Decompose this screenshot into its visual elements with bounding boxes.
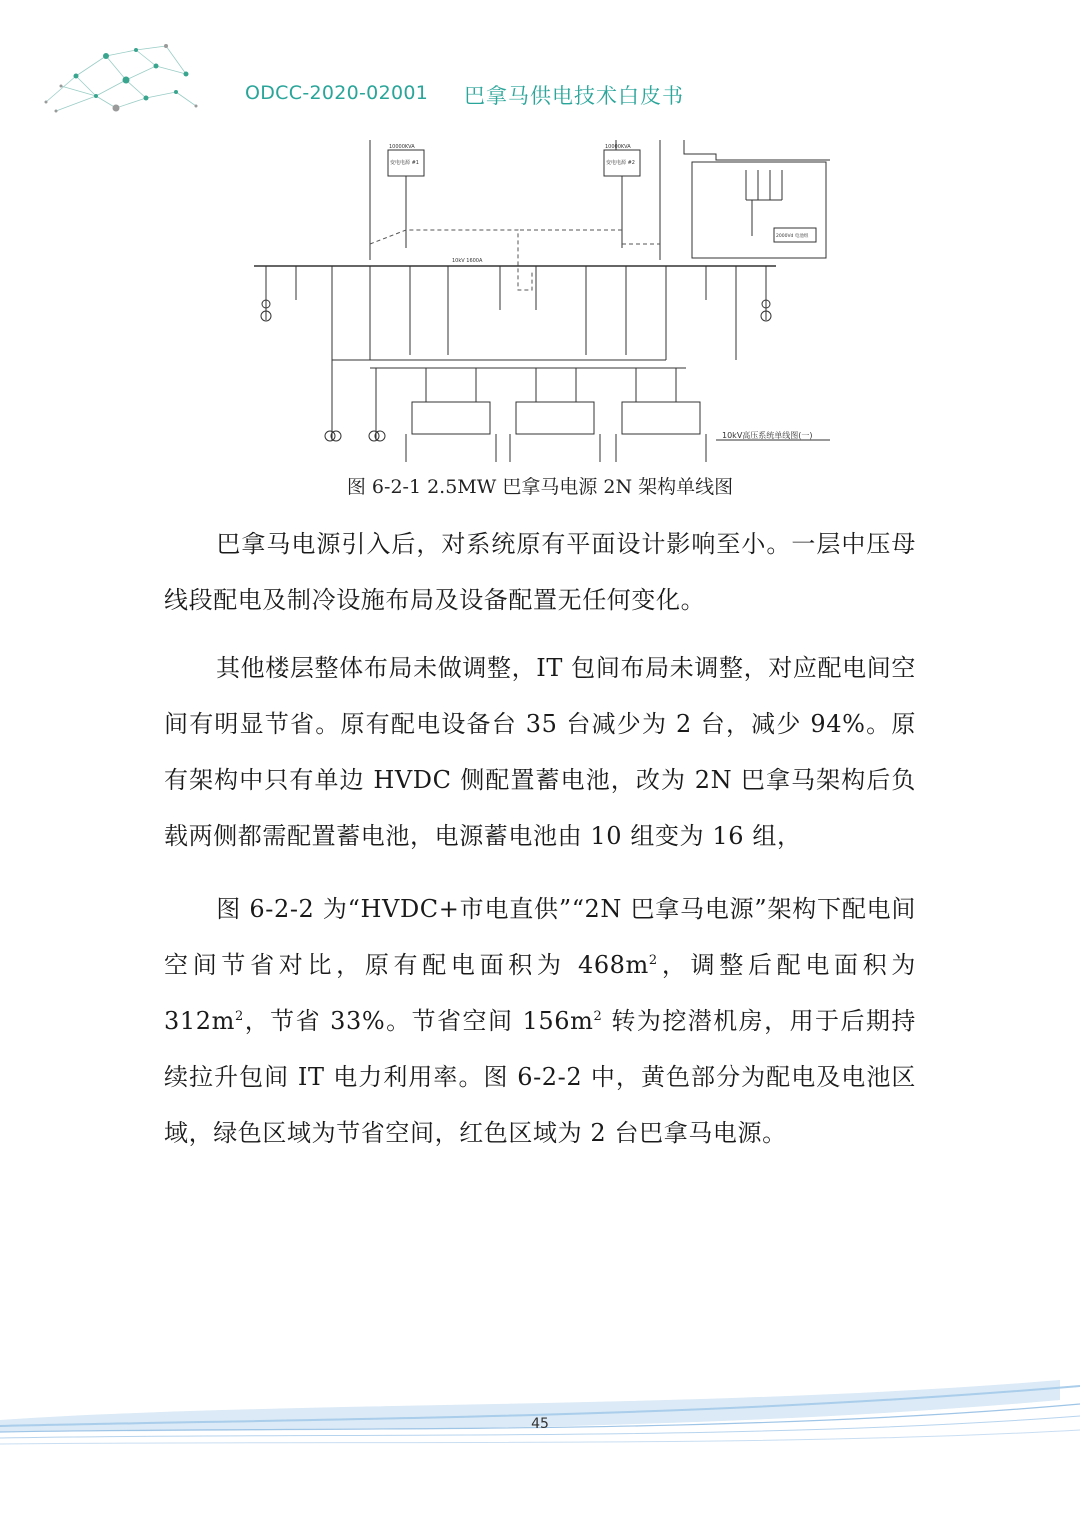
transformer-rating-left: 10000KVA	[389, 144, 415, 150]
document-title: 巴拿马供电技术白皮书	[464, 84, 684, 108]
battery-box-label: 2000Vd 电池组	[776, 234, 809, 239]
transformer-rating-right: 10000KVA	[605, 144, 631, 150]
panama-unit-2	[516, 402, 594, 434]
page-number: 45	[531, 1416, 549, 1432]
drawing-title: 10kV高压系统单线图(一)	[722, 431, 813, 440]
bus-label: 10kV 1600A	[452, 258, 483, 264]
paragraph-1: 巴拿马电源引入后，对系统原有平面设计影响至小。一层中压母线段配电及制冷设施布局及设备配置无任何变化。	[164, 530, 916, 614]
footer-wave-decoration	[0, 1360, 1080, 1527]
single-line-diagram	[246, 140, 830, 462]
transformer-name-right: 变电电源 #2	[606, 160, 635, 166]
paragraph-3: 图 6-2-2 为“HVDC+市电直供”“2N 巴拿马电源”架构下配电间空间节省对比，原有配电面积为 $468m^2$，调整后配电面积为 $312m^2$，节省 33%。节省空间 $156m^2$ 转为挖潜机房，用于后期持续拉升包间 IT 电力利用率。图 6-2-2 中，黄色部分为配电及电池区域，绿色区域为节省空间，红色区域为 2 台巴拿马电源。	[164, 895, 916, 1147]
figure-caption: 图 6-2-1 2.5MW 巴拿马电源 2N 架构单线图	[346, 476, 734, 498]
panama-unit-1	[412, 402, 490, 434]
logo-network-graphic	[36, 36, 206, 126]
transformer-name-left: 变电电源 #1	[390, 160, 419, 166]
document-code: ODCC-2020-02001	[245, 82, 429, 104]
panama-unit-3	[622, 402, 700, 434]
paragraph-2: 其他楼层整体布局未做调整，IT 包间布局未调整，对应配电间空间有明显节省。原有配电设备台 35 台减少为 2 台，减少 94%。原有架构中只有单边 HVDC 侧配置蓄电池，改为 2N 巴拿马架构后负载两侧都需配置蓄电池，电源蓄电池由 10 组变为 16 组，	[164, 654, 916, 850]
